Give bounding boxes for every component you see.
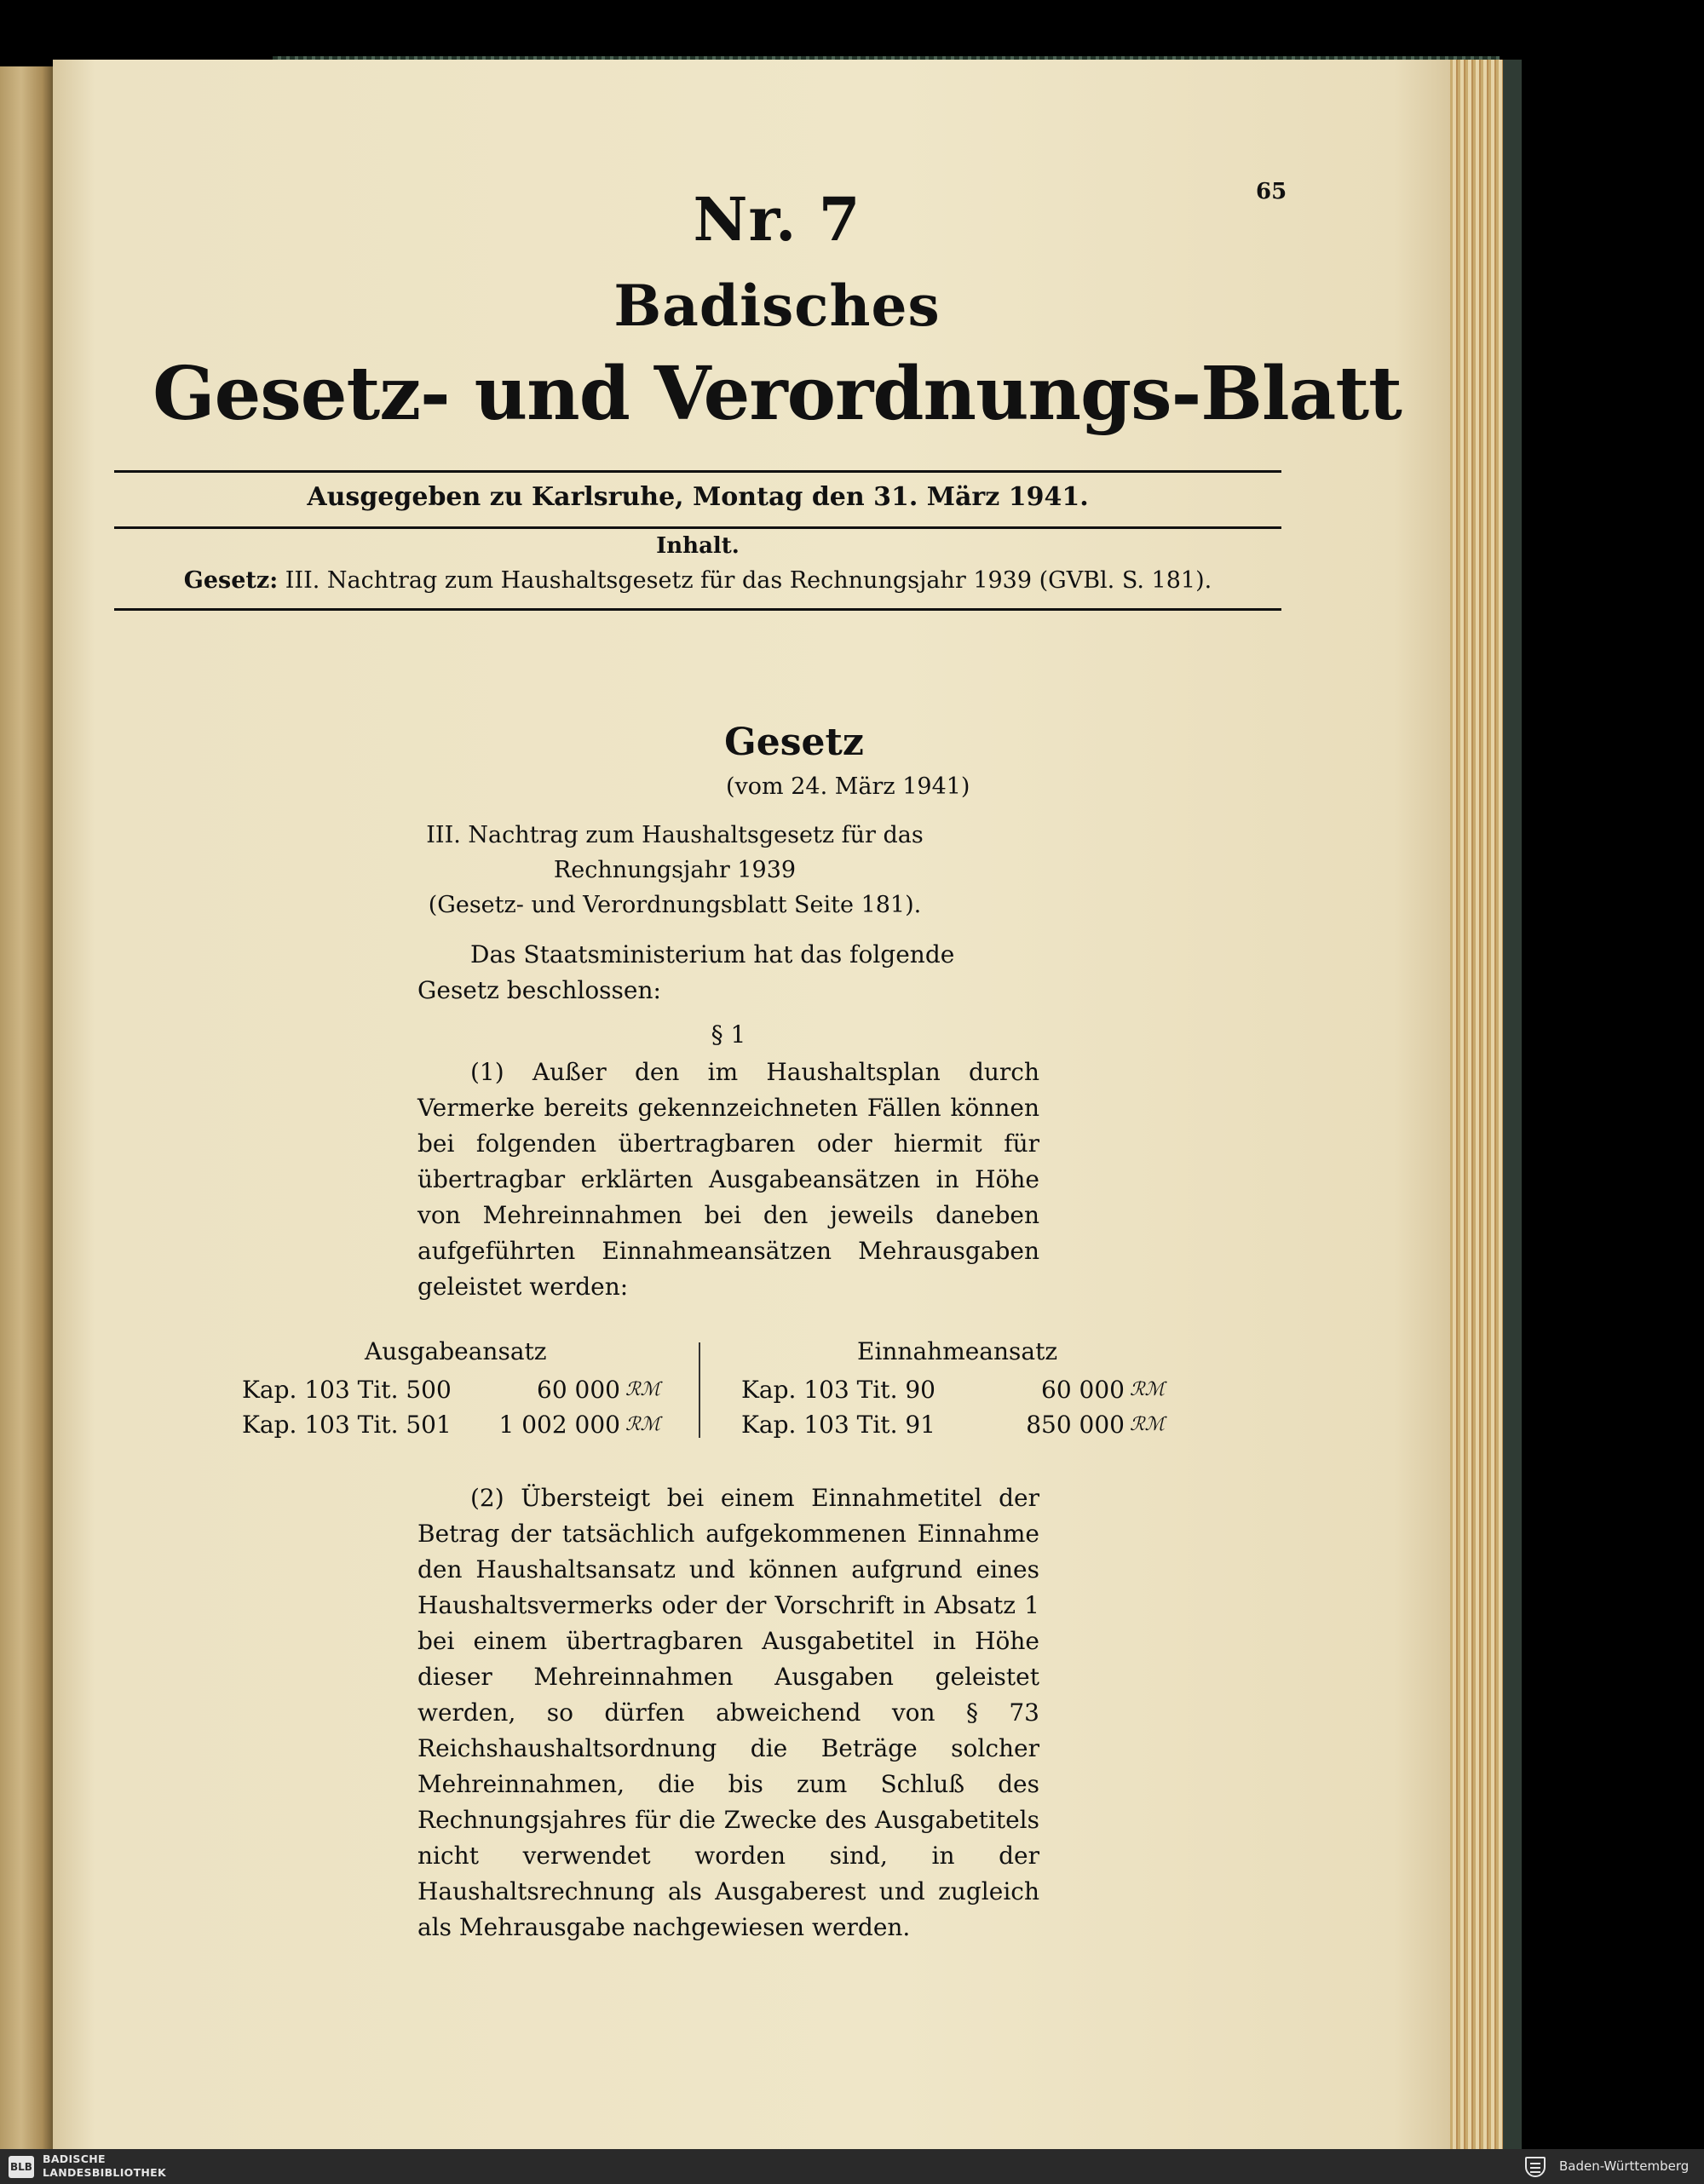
table-cell: 60 000 — [537, 1376, 620, 1404]
currency-symbol: ℛℳ — [625, 1414, 661, 1435]
section-heading: § 1 — [711, 1020, 746, 1049]
library-name-line: LANDESBIBLIOTHEK — [43, 2166, 166, 2179]
book-cover-board — [1503, 60, 1522, 2149]
table-heading-revenue: Einnahmeansatz — [857, 1337, 1058, 1365]
paragraph-1 — [417, 1055, 1039, 1305]
contents-label: Gesetz: — [183, 567, 279, 594]
currency-symbol: ℛℳ — [625, 1379, 661, 1400]
subtitle-line: III. Nachtrag zum Haushaltsgesetz für das — [426, 822, 924, 848]
preamble — [417, 937, 1039, 1009]
subtitle-line: Rechnungsjahr 1939 — [553, 857, 797, 883]
page-number: 65 — [1256, 179, 1287, 204]
rule-top — [114, 470, 1281, 473]
currency-symbol: ℛℳ — [1130, 1379, 1166, 1400]
masthead-line-2: Gesetz- und Verordnungs-Blatt — [153, 351, 1402, 437]
law-title: Gesetz — [724, 721, 864, 764]
library-name-line: BADISCHE — [43, 2152, 106, 2165]
coat-of-arms-icon — [1525, 2157, 1546, 2177]
table-cell: Kap. 103 Tit. 501 — [242, 1411, 452, 1439]
issue-date-line: Ausgegeben zu Karlsruhe, Montag den 31. März 1941. — [307, 482, 1089, 512]
paragraph-2 — [417, 1480, 1039, 1945]
table-cell: Kap. 103 Tit. 500 — [242, 1376, 452, 1404]
document-page — [53, 60, 1450, 2149]
table-heading-expenditure: Ausgabeansatz — [365, 1337, 547, 1365]
preamble-line: Das Staatsministerium hat das folgende — [470, 940, 955, 968]
blb-logo[interactable]: BLB — [9, 2156, 34, 2178]
table-cell: Kap. 103 Tit. 91 — [741, 1411, 935, 1439]
currency-symbol: ℛℳ — [1130, 1414, 1166, 1435]
book-spine — [0, 66, 53, 2149]
table-divider — [699, 1342, 700, 1438]
issue-number: Nr. 7 — [693, 184, 861, 255]
paragraph-2-text: (2) Übersteigt bei einem Einnahmetitel der Betrag der tatsächlich aufgekommenen Einnahme den Haushaltsansatz und können aufgrund eines Haushaltsvermerks oder der Vorschrift in Absatz 1 bei einem übertragbaren Ausgabetitel in Höhe dieser Mehreinnahmen Ausgaben geleistet werden, so dürfen abweichend von § 73 Reichshaushaltsordnung die Beträge solcher Mehreinnahmen, die bis zum Schluß des Rechnungsjahres für die Zwecke des Ausgabetitels nicht verwendet worden sind, in der Haushaltsrechnung als Ausgaberest und zugleich als Mehrausgabe nachgewiesen werden. — [417, 1484, 1039, 1941]
viewer-footer — [0, 2149, 1704, 2184]
table-cell: 1 002 000 — [498, 1411, 620, 1439]
law-subtitle — [411, 818, 939, 922]
contents-entry — [114, 567, 1281, 594]
partner-name[interactable]: Baden-Württemberg — [1559, 2158, 1690, 2174]
preamble-line: Gesetz beschlossen: — [417, 976, 661, 1004]
contents-text: III. Nachtrag zum Haushaltsgesetz für das Rechnungsjahr 1939 (GVBl. S. 181). — [285, 567, 1212, 594]
masthead-line-1: Badisches — [613, 273, 941, 339]
subtitle-line: (Gesetz- und Verordnungsblatt Seite 181). — [428, 892, 922, 918]
table-cell: 60 000 — [1041, 1376, 1125, 1404]
paragraph-1-text: (1) Außer den im Haushaltsplan durch Vermerke bereits gekennzeichneten Fällen können bei folgenden übertragbaren oder hiermit für übertragbar erklärten Ausgabeansätzen in Höhe von Mehreinnahmen bei den jeweils daneben aufgeführten Einnahmeansätzen Mehrausgaben geleistet werden: — [417, 1058, 1039, 1301]
page-edges — [1450, 60, 1503, 2149]
library-name — [43, 2152, 166, 2180]
law-date: (vom 24. März 1941) — [726, 773, 970, 800]
contents-heading: Inhalt. — [656, 533, 740, 559]
rule-middle — [114, 526, 1281, 529]
rule-bottom — [114, 608, 1281, 611]
table-cell: 850 000 — [1026, 1411, 1125, 1439]
table-cell: Kap. 103 Tit. 90 — [741, 1376, 935, 1404]
